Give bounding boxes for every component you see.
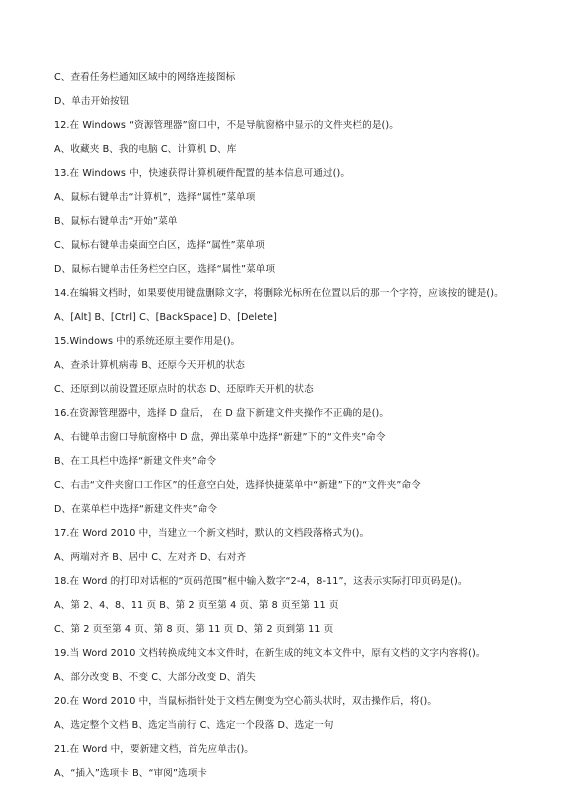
option-line: A、查杀计算机病毒 B、还原今天开机的状态 <box>54 360 245 371</box>
option-line: A、右键单击窗口导航窗格中 D 盘，弹出菜单中选择“新建”下的“文件夹”命令 <box>54 432 386 443</box>
option-line: C、还原到以前设置还原点时的状态 D、还原昨天开机的状态 <box>54 384 314 395</box>
option-line: D、在菜单栏中选择“新建文件夹”命令 <box>54 504 218 515</box>
option-line: A、部分改变 B、不变 C、大部分改变 D、消失 <box>54 672 256 683</box>
question-line: 15.Windows 中的系统还原主要作用是()。 <box>54 336 241 347</box>
option-line: B、在工具栏中选择“新建文件夹”命令 <box>54 456 217 467</box>
question-line: 13.在 Windows 中，快速获得计算机硬件配置的基本信息可通过()。 <box>54 168 351 179</box>
option-line: D、单击开始按钮 <box>54 96 130 107</box>
option-line: A、鼠标右键单击“计算机”，选择“属性”菜单项 <box>54 192 256 203</box>
option-line: B、鼠标右键单击“开始”菜单 <box>54 216 178 227</box>
question-line: 19.当 Word 2010 文档转换成纯文本文件时，在新生成的纯文本文件中，原有文档的文字内容将()。 <box>54 648 486 659</box>
option-line: C、右击“文件夹窗口工作区”的任意空白处，选择快捷菜单中“新建”下的“文件夹”命令 <box>54 480 421 491</box>
question-line: 18.在 Word 的打印对话框的“页码范围”框中输入数字“2-4，8-11”，这表示实际打印页码是()。 <box>54 576 468 587</box>
option-line: A、第 2、4、8、11 页 B、第 2 页至第 4 页、第 8 页至第 11 页 <box>54 600 339 611</box>
option-line: C、鼠标右键单击桌面空白区，选择“属性”菜单项 <box>54 240 265 251</box>
option-line: C、查看任务栏通知区域中的网络连接图标 <box>54 72 236 83</box>
option-line: A、收藏夹 B、我的电脑 C、计算机 D、库 <box>54 144 237 155</box>
option-line: C、第 2 页至第 4 页、第 8 页、第 11 页 D、第 2 页到第 11 页 <box>54 624 334 635</box>
option-line: A、选定整个文档 B、选定当前行 C、选定一个段落 D、选定一句 <box>54 720 334 731</box>
option-line: A、两端对齐 B、居中 C、左对齐 D、右对齐 <box>54 552 247 563</box>
option-line: D、鼠标右键单击任务栏空白区，选择“属性”菜单项 <box>54 264 276 275</box>
question-line: 16.在资源管理器中，选择 D 盘后， 在 D 盘下新建文件夹操作不正确的是()。 <box>54 408 390 419</box>
option-line: A、[Alt] B、[Ctrl] C、[BackSpace] D、[Delete] <box>54 312 277 323</box>
option-line: A、“插入”选项卡 B、“审阅”选项卡 <box>54 768 208 779</box>
question-line: 21.在 Word 中，要新建文档，首先应单击()。 <box>54 744 255 755</box>
question-line: 14.在编辑文档时，如果要使用键盘删除文字，将删除光标所在位置以后的那一个字符，应该按的键是()。 <box>54 288 504 299</box>
question-line: 17.在 Word 2010 中，当建立一个新文档时，默认的文档段落格式为()。 <box>54 528 370 539</box>
question-line: 12.在 Windows “资源管理器”窗口中，不是导航窗格中显示的文件夹栏的是()。 <box>54 120 399 131</box>
question-line: 20.在 Word 2010 中，当鼠标指针处于文档左侧变为空心箭头状时，双击操作后，将()。 <box>54 696 438 707</box>
